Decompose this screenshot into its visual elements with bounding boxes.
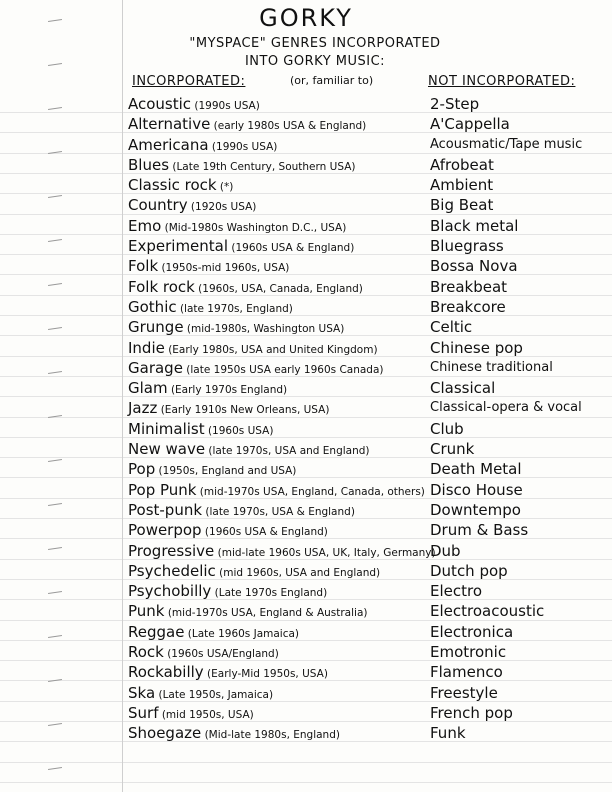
genre-name: Powerpop — [128, 521, 202, 540]
genre-name: Post-punk — [128, 500, 203, 519]
not-incorporated-genre-item: Death Metal — [430, 460, 522, 479]
genre-origin-note: (1960s USA/England) — [163, 648, 279, 661]
incorporated-genre-item — [128, 622, 428, 642]
incorporated-genre-item — [128, 601, 428, 621]
genre-name: Ska — [128, 683, 156, 702]
genre-name: Americana — [128, 135, 209, 154]
incorporated-genre-item — [128, 236, 428, 256]
genre-name: Surf — [128, 703, 159, 722]
incorporated-genre-item — [128, 378, 428, 398]
genre-origin-note: (mid 1950s, USA) — [158, 708, 254, 721]
binding-mark — [48, 547, 62, 550]
incorporated-genre-item — [128, 419, 428, 439]
binding-mark — [48, 459, 62, 462]
genre-origin-note: (Mid-late 1980s, England) — [201, 729, 340, 742]
incorporated-genre-item — [128, 581, 428, 601]
incorporated-genre-item — [128, 398, 428, 418]
genre-origin-note: (1950s-mid 1960s, USA) — [158, 262, 290, 275]
genre-name: Experimental — [128, 237, 229, 256]
not-incorporated-genre-item: Breakcore — [430, 297, 506, 316]
genre-origin-note: (late 1970s, USA and England) — [205, 445, 370, 458]
incorporated-genre-item — [128, 541, 436, 561]
incorporated-genre-item — [128, 723, 428, 743]
not-incorporated-genre-item: French pop — [430, 703, 513, 722]
not-incorporated-genre-item: Emotronic — [430, 643, 507, 662]
not-incorporated-genre-item: Chinese traditional — [430, 359, 553, 375]
genre-origin-note: (late 1970s, USA & England) — [202, 505, 355, 518]
genre-name: Folk rock — [128, 277, 195, 296]
not-incorporated-genre-item: Funk — [430, 724, 466, 743]
genre-origin-note: (Early 1910s New Orleans, USA) — [157, 404, 330, 417]
genre-origin-note: (Early 1980s, USA and United Kingdom) — [164, 343, 378, 356]
genre-name: Alternative — [128, 115, 211, 134]
ruled-line — [0, 782, 612, 783]
genre-origin-note: (1990s USA) — [191, 100, 260, 112]
incorporated-genre-item — [128, 338, 428, 358]
genre-origin-note: (late 1950s USA early 1960s Canada) — [182, 363, 384, 376]
genre-origin-note: (early 1980s USA & England) — [210, 120, 367, 133]
not-incorporated-genre-item: 2-Step — [430, 95, 480, 113]
incorporated-genre-item — [128, 256, 428, 276]
not-incorporated-genre-item: Bluegrass — [430, 237, 504, 256]
not-incorporated-genre-item: A'Cappella — [430, 115, 510, 134]
genre-origin-note: (1960s USA) — [204, 424, 274, 437]
incorporated-header-note: (or, familiar to) — [290, 74, 374, 87]
genre-name: Indie — [128, 338, 165, 357]
binding-mark — [48, 63, 62, 66]
genre-name: Pop — [128, 460, 156, 479]
binding-mark — [48, 503, 62, 506]
not-incorporated-genre-item: Bossa Nova — [430, 257, 518, 276]
genre-origin-note: (mid-1980s, Washington USA) — [183, 323, 345, 336]
not-incorporated-genre-item: Classical — [430, 379, 496, 398]
binding-mark — [48, 239, 62, 242]
genre-name: Psychedelic — [128, 561, 216, 580]
incorporated-genre-item — [128, 480, 428, 500]
not-incorporated-genre-item: Crunk — [430, 440, 475, 459]
genre-name: Country — [128, 196, 188, 215]
genre-name: Classic rock — [128, 176, 217, 195]
genre-name: Pop Punk — [128, 480, 197, 499]
genre-name: Gothic — [128, 297, 177, 316]
not-incorporated-genre-item: Electro — [430, 582, 483, 601]
not-incorporated-genre-item: Celtic — [430, 318, 473, 337]
binding-mark — [48, 591, 62, 594]
not-incorporated-genre-item: Dutch pop — [430, 561, 508, 580]
genre-origin-note: (Late 1960s Jamaica) — [184, 627, 300, 640]
incorporated-genre-item — [128, 500, 428, 520]
genre-origin-note: (1960s USA & England) — [228, 242, 355, 255]
not-incorporated-genre-item: Electroacoustic — [430, 602, 545, 621]
genre-name: Progressive — [128, 541, 215, 560]
genre-name: Rockabilly — [128, 663, 204, 682]
genre-origin-note: (1990s USA) — [208, 140, 278, 153]
genre-origin-note: (late 1970s, England) — [176, 302, 293, 315]
not-incorporated-genre-item: Disco House — [430, 480, 523, 499]
incorporated-genre-item — [128, 561, 428, 581]
genre-origin-note: (mid-1970s USA, England, Canada, others) — [196, 485, 425, 498]
incorporated-genre-item — [128, 358, 428, 378]
genre-name: Glam — [128, 379, 168, 398]
genre-origin-note: (1950s, England and USA) — [155, 465, 297, 478]
binding-mark — [48, 107, 62, 110]
binding-mark — [48, 327, 62, 330]
not-incorporated-genre-item: Afrobeat — [430, 155, 494, 174]
genre-name: Grunge — [128, 318, 184, 337]
genre-origin-note: (1960s, USA, Canada, England) — [194, 282, 363, 295]
genre-origin-note: (Late 1950s, Jamaica) — [155, 688, 274, 701]
not-incorporated-genre-item: Drum & Bass — [430, 521, 529, 540]
genre-name: Shoegaze — [128, 724, 202, 743]
genre-origin-note: (1960s USA & England) — [201, 526, 328, 539]
incorporated-genre-item — [128, 216, 428, 236]
binding-mark — [48, 767, 62, 770]
not-incorporated-genre-item: Ambient — [430, 176, 494, 195]
subtitle-line-2: INTO GORKY MUSIC: — [244, 54, 386, 69]
binding-mark — [48, 195, 62, 198]
not-incorporated-genre-item: Acousmatic/Tape music — [430, 136, 583, 152]
genre-name: Garage — [128, 358, 183, 377]
binding-mark — [48, 371, 62, 374]
genre-name: Minimalist — [128, 419, 205, 438]
not-incorporated-genre-item: Club — [430, 419, 464, 438]
not-incorporated-genre-item: Dub — [430, 541, 461, 560]
binding-mark — [48, 283, 62, 286]
not-incorporated-genre-item: Downtempo — [430, 500, 521, 519]
genre-origin-note: (Mid-1980s Washington D.C., USA) — [161, 221, 347, 234]
incorporated-genre-item — [128, 175, 428, 195]
genre-origin-note: (1920s USA) — [187, 201, 257, 214]
incorporated-genre-item — [128, 135, 428, 155]
genre-name: Punk — [128, 602, 165, 621]
incorporated-genre-item — [128, 662, 428, 682]
genre-origin-note: (mid-1970s USA, England & Australia) — [164, 607, 368, 620]
incorporated-genre-item — [128, 277, 428, 297]
incorporated-genre-item — [128, 520, 428, 540]
incorporated-genre-item — [128, 297, 428, 317]
not-incorporated-genre-item: Breakbeat — [430, 277, 508, 296]
genre-name: Jazz — [128, 399, 158, 418]
genre-name: Psychobilly — [128, 582, 212, 601]
not-incorporated-header: NOT INCORPORATED: — [428, 74, 576, 89]
ruled-line — [0, 762, 612, 763]
genre-origin-note: (Early-Mid 1950s, USA) — [203, 668, 328, 681]
genre-origin-note: (mid 1960s, USA and England) — [215, 566, 381, 579]
genre-origin-note: (Late 1970s England) — [211, 587, 328, 600]
incorporated-genre-item — [128, 683, 428, 703]
incorporated-genre-list — [128, 94, 436, 744]
genre-name: Blues — [128, 155, 170, 174]
genre-origin-note: (mid-late 1960s USA, UK, Italy, Germany) — [214, 546, 436, 559]
not-incorporated-genre-list — [430, 94, 610, 744]
incorporated-genre-item — [128, 317, 428, 337]
not-incorporated-genre-item: Chinese pop — [430, 338, 523, 357]
genre-name: Acoustic — [128, 95, 192, 113]
incorporated-genre-item — [128, 439, 428, 459]
genre-name: Reggae — [128, 622, 185, 641]
not-incorporated-genre-item: Classical-opera & vocal — [430, 400, 582, 416]
binding-mark — [48, 635, 62, 638]
incorporated-genre-item — [128, 703, 428, 723]
not-incorporated-genre-item: Electronica — [430, 622, 514, 641]
incorporated-genre-item — [128, 195, 428, 215]
incorporated-genre-item — [128, 155, 428, 175]
incorporated-genre-item — [128, 642, 428, 662]
genre-name: Emo — [128, 216, 162, 235]
not-incorporated-genre-item: Freestyle — [430, 683, 498, 702]
not-incorporated-genre-item: Black metal — [430, 216, 519, 235]
incorporated-genre-item — [128, 114, 428, 134]
subtitle-line-1: "MYSPACE" GENRES INCORPORATED — [189, 36, 441, 51]
genre-origin-note: (*) — [216, 181, 234, 194]
binding-mark — [48, 723, 62, 726]
not-incorporated-genre-item: Flamenco — [430, 663, 503, 682]
genre-origin-note: (Late 19th Century, Southern USA) — [169, 160, 356, 173]
genre-name: Rock — [128, 643, 164, 662]
margin-line — [122, 0, 123, 792]
genre-name: New wave — [128, 440, 206, 459]
not-incorporated-genre-item: Big Beat — [430, 196, 494, 215]
incorporated-genre-item — [128, 94, 428, 114]
genre-name: Folk — [128, 257, 159, 276]
page-title: GORKY — [259, 4, 353, 32]
incorporated-genre-item — [128, 459, 428, 479]
incorporated-header: INCORPORATED: — [132, 74, 246, 89]
genre-origin-note: (Early 1970s England) — [167, 384, 288, 397]
